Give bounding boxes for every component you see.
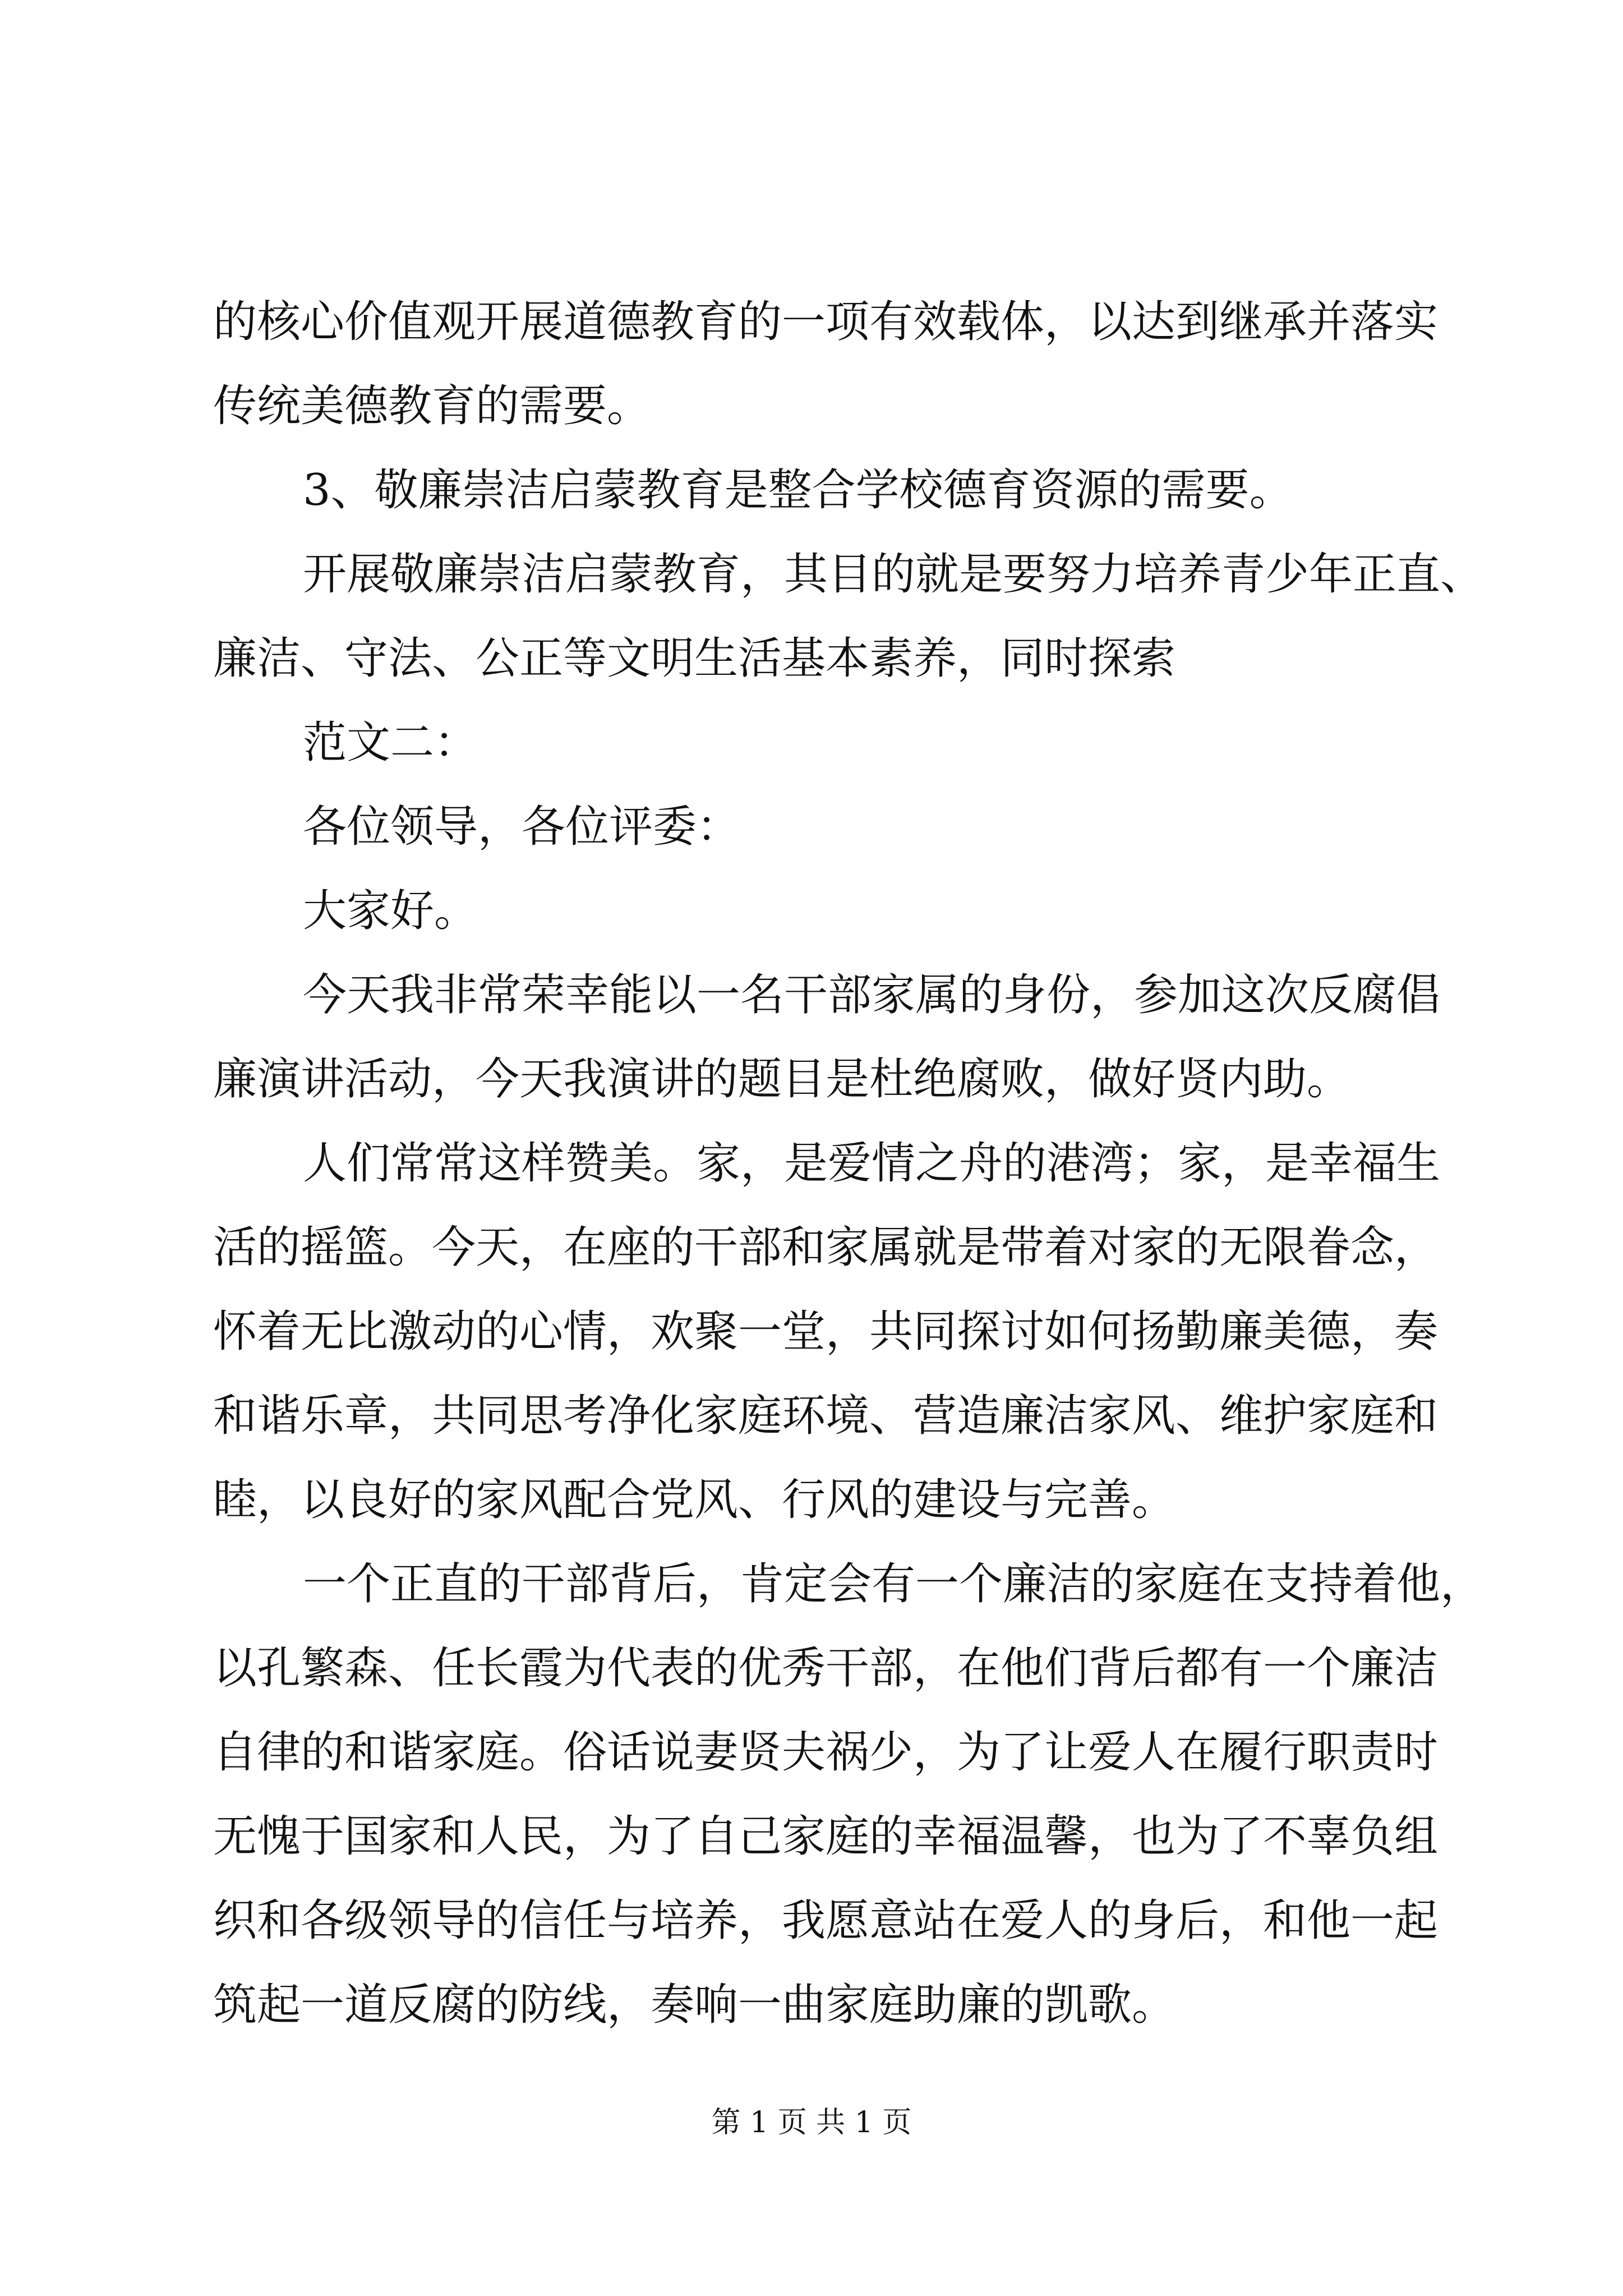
text-line: 廉演讲活动，今天我演讲的题目是杜绝腐败，做好贤内助。 xyxy=(213,1054,1351,1105)
text-line: 人们常常这样赞美。家，是爱情之舟的港湾；家，是幸福生 xyxy=(303,1138,1441,1189)
text-line: 一个正直的干部背后，肯定会有一个廉洁的家庭在支持着他， xyxy=(303,1559,1484,1609)
text-line: 范文二： xyxy=(303,717,478,768)
text-line: 3、敬廉崇洁启蒙教育是整合学校德育资源的需要。 xyxy=(303,465,1293,516)
text-line: 今天我非常荣幸能以一名干部家属的身份，参加这次反腐倡 xyxy=(303,970,1441,1020)
text-line: 怀着无比激动的心情，欢聚一堂，共同探讨如何扬勤廉美德，奏 xyxy=(213,1306,1438,1357)
text-line: 筑起一道反腐的防线，奏响一曲家庭助廉的凯歌。 xyxy=(213,1980,1176,2030)
text-line: 开展敬廉崇洁启蒙教育，其目的就是要努力培养青少年正直、 xyxy=(303,549,1484,600)
text-line: 活的摇篮。今天，在座的干部和家属就是带着对家的无限眷念， xyxy=(213,1222,1438,1273)
text-line: 以孔繁森、任长霞为代表的优秀干部，在他们背后都有一个廉洁 xyxy=(213,1643,1438,1694)
text-line: 廉洁、守法、公正等文明生活基本素养，同时探索 xyxy=(213,633,1176,684)
text-line: 无愧于国家和人民，为了自己家庭的幸福温馨，也为了不辜负组 xyxy=(213,1811,1438,1862)
page-footer: 第 1 页 共 1 页 xyxy=(711,2106,912,2139)
text-line: 睦，以良好的家风配合党风、行风的建设与完善。 xyxy=(213,1475,1176,1525)
text-line: 自律的和谐家庭。俗话说妻贤夫祸少，为了让爱人在履行职责时 xyxy=(213,1727,1438,1778)
text-line: 各位领导，各位评委： xyxy=(303,802,741,852)
text-line: 和谐乐章，共同思考净化家庭环境、营造廉洁家风、维护家庭和 xyxy=(213,1391,1438,1441)
text-line: 大家好。 xyxy=(303,886,478,936)
text-line: 传统美德教育的需要。 xyxy=(213,381,651,431)
text-line: 的核心价值观开展道德教育的一项有效载体，以达到继承并落实 xyxy=(213,297,1438,347)
text-line: 织和各级领导的信任与培养，我愿意站在爱人的身后，和他一起 xyxy=(213,1895,1438,1946)
